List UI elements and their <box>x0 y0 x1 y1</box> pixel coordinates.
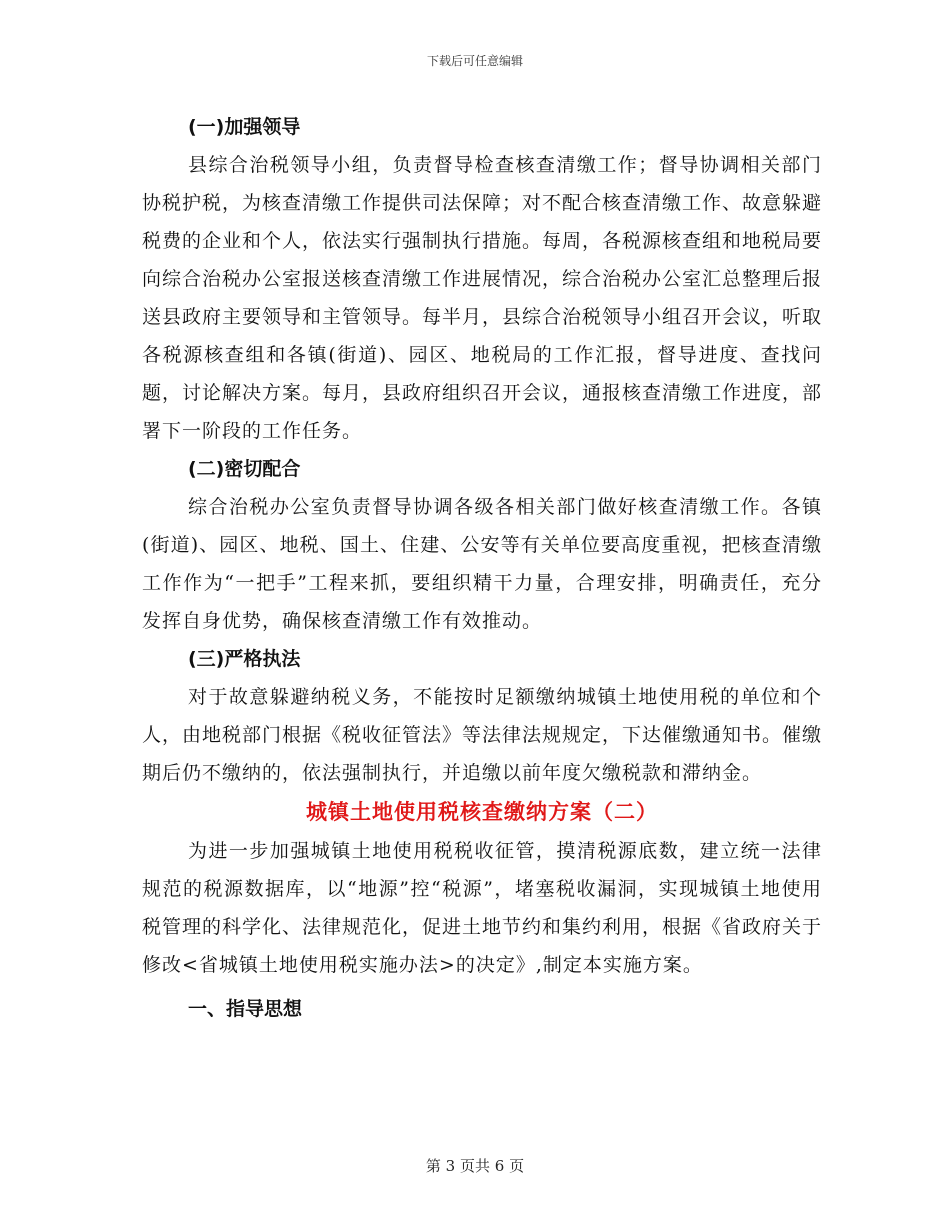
header-note: 下载后可任意编辑 <box>426 54 523 68</box>
page-number: 第 3 页共 6 页 <box>425 1157 525 1175</box>
section-heading-1: (一)加强领导 <box>188 116 301 138</box>
section-paragraph-2: 综合治税办公室负责督导协调各级各相关部门做好核查清缴工作。各镇(街道)、园区、地税、国土、住建、公安等有关单位要高度重视，把核查清缴工作作为“一把手”工程来抓，要组织精干力量，合理安排，明确责任，充分发挥自身优势，确保核查清缴工作有效推动。 <box>142 496 822 632</box>
section-paragraph-3: 对于故意躲避纳税义务，不能按时足额缴纳城镇土地使用税的单位和个人，由地税部门根据《税收征管法》等法律法规规定，下达催缴通知书。催缴期后仍不缴纳的，依法强制执行，并追缴以前年度欠缴税款和滞纳金。 <box>142 686 823 784</box>
intro-paragraph: 为进一步加强城镇土地使用税税收征管，摸清税源底数，建立统一法律规范的税源数据库，以“地源”控“税源”，堵塞税收漏洞，实现城镇土地使用税管理的科学化、法律规范化，促进土地节约和集约利用，根据《省政府关于修改<省城镇土地使用税实施办法>的决定》,制定本实施方案。 <box>142 840 823 976</box>
document-title: 城镇土地使用税核查缴纳方案（二） <box>306 800 658 824</box>
section-heading-3: (三)严格执法 <box>188 648 301 670</box>
section-paragraph-1: 县综合治税领导小组，负责督导检查核查清缴工作；督导协调相关部门协税护税，为核查清缴工作提供司法保障；对不配合核查清缴工作、故意躲避税费的企业和个人，依法实行强制执行措施。每周，各税源核查组和地税局要向综合治税办公室报送核查清缴工作进展情况，综合治税办公室汇总整理后报送县政府主要领导和主管领导。每半月，县综合治税领导小组召开会议，听取各税源核查组和各镇(街道)、园区、地税局的工作汇报，督导进度、查找问题，讨论解决方案。每月，县政府组织召开会议，通报核查清缴工作进度，部署下一阶段的工作任务。 <box>142 154 823 442</box>
document-body <box>142 108 822 1028</box>
guiding-ideology-heading: 一、指导思想 <box>188 998 303 1020</box>
section-heading-2: (二)密切配合 <box>188 458 301 480</box>
